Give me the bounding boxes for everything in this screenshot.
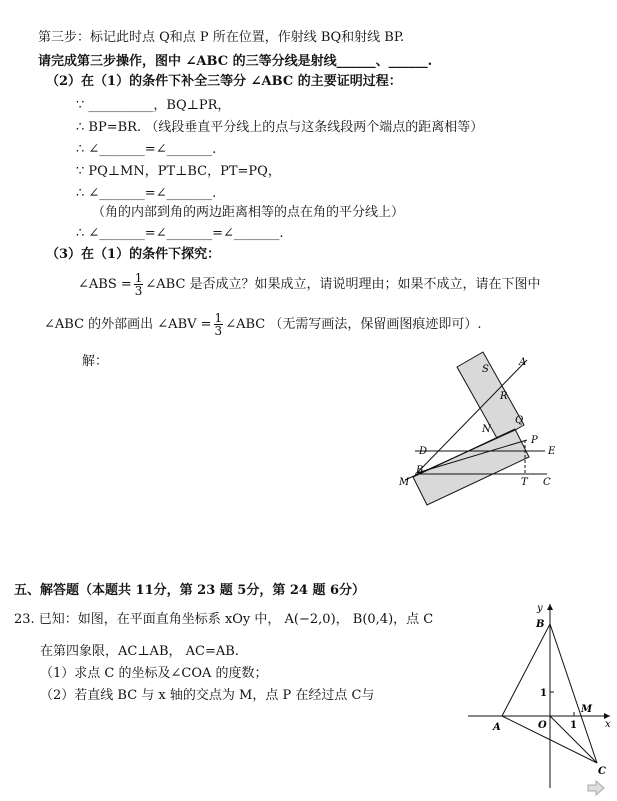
- seg-BA: [502, 624, 550, 716]
- label-Q: Q: [515, 415, 524, 426]
- label-y: y: [537, 603, 543, 614]
- coordinate-figure: [460, 598, 616, 798]
- label-N: N: [482, 424, 491, 435]
- label-A: A: [519, 357, 527, 368]
- q3-line-1: [78, 272, 541, 297]
- abs-right: ∠ABC 是否成立？如果成立，请说明理由；如果不成立，请在下图中: [145, 277, 541, 292]
- q3-heading: （3）在（1）的条件下探究：: [46, 247, 221, 262]
- abc-right: ∠ABC （无需写画法，保留画图痕迹即可）.: [225, 317, 482, 332]
- label-D: D: [419, 446, 428, 457]
- q3-line-2: [44, 312, 481, 337]
- proof-line-4: ∵ PQ⊥MN，PT⊥BC，PT=PQ，: [76, 164, 281, 179]
- label-E: E: [548, 446, 556, 457]
- label-one-y: 1: [540, 688, 547, 699]
- label-C: C: [543, 477, 551, 488]
- label-A: A: [493, 722, 501, 733]
- proof-line-2: ∴ BP=BR. （线段垂直平分线上的点与这条线段两个端点的距离相等）: [76, 120, 484, 135]
- label-B: B: [416, 465, 424, 476]
- paper-strip-2: [413, 429, 529, 505]
- label-B: B: [536, 619, 545, 630]
- answer-label: 解：: [82, 354, 109, 369]
- y-axis-arrow: [547, 604, 553, 610]
- abc-left: ∠ABC 的外部画出 ∠ABV =: [44, 317, 212, 332]
- abs-left: ∠ABS =: [78, 277, 132, 292]
- label-O: O: [538, 720, 547, 731]
- q23-line-4: （2）若直线 BC 与 x 轴的交点为 M，点 P 在经过点 C与: [40, 688, 375, 703]
- q23-line-3: （1）求点 C 的坐标及∠COA 的度数；: [40, 666, 268, 681]
- proof-line-1: ∵ __________，BQ⊥PR，: [76, 98, 231, 113]
- proof-line-3: ∴ ∠_______=∠_______.: [76, 142, 217, 157]
- seg-BC: [550, 624, 597, 763]
- q23-line-1: 23. 已知：如图，在平面直角坐标系 xOy 中， A(−2,0)， B(0,4)，点 C: [14, 612, 434, 627]
- fraction-one-third: $\frac{1}{3}$: [134, 271, 143, 298]
- construction-figure: [395, 350, 575, 510]
- section-5-heading: 五、解答题（本题共 11分，第 23 题 5分，第 24 题 6分）: [14, 583, 366, 598]
- step3-text: 第三步：标记此时点 Q和点 P 所在位置，作射线 BQ和射线 BP.: [38, 30, 405, 45]
- page-arrow-icon: [586, 780, 606, 796]
- proof-line-7: ∴ ∠_______=∠_______=∠_______.: [76, 226, 284, 241]
- label-one-x: 1: [570, 720, 577, 731]
- label-M: M: [399, 477, 410, 488]
- proof-line-5: ∴ ∠_______=∠_______.: [76, 186, 217, 201]
- label-M: M: [581, 704, 593, 715]
- fraction-one-third-2: $\frac{1}{3}$: [214, 311, 223, 338]
- label-R: R: [500, 391, 508, 402]
- complete-prompt: 请完成第三步操作，图中 ∠ABC 的三等分线是射线______、______.: [38, 54, 433, 69]
- label-S: S: [482, 364, 489, 375]
- label-P: P: [531, 435, 538, 446]
- label-x: x: [605, 719, 611, 730]
- proof-line-6: （角的内部到角的两边距离相等的点在角的平分线上）: [92, 205, 405, 220]
- label-T: T: [521, 477, 528, 488]
- label-C: C: [598, 766, 606, 777]
- q23-line-2: 在第四象限，AC⊥AB， AC=AB.: [40, 644, 239, 659]
- q2-heading: （2）在（1）的条件下补全三等分 ∠ABC 的主要证明过程：: [46, 74, 402, 89]
